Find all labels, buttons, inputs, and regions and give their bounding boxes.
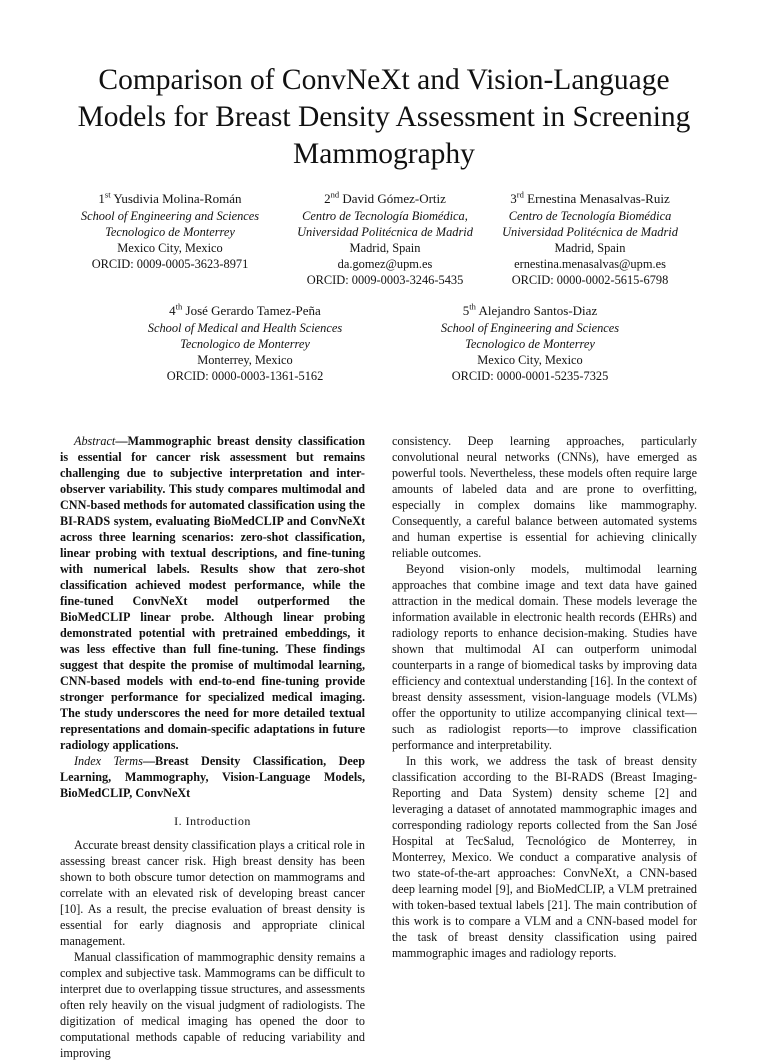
body-paragraph-left-2: Manual classification of mammographic density remains a complex and subjective task. Mammograms can be difficult to interpret due to overlapping tissue structures, and assessments often rely heavily on the visual judgment of radiologists. The digitization of medical imaging has opened the door to computational methods capable of reducing variability and improving [60,950,365,1060]
author-orcid-1: ORCID: 0009-0005-3623-8971 [91,257,249,271]
author-name-5: 5th Alejandro Santos-Diaz [462,301,598,318]
author-affiliation-1b: Tecnologico de Monterrey [105,225,235,239]
author-orcid-2: ORCID: 0009-0003-3246-5435 [306,273,464,287]
abstract-label: Abstract [74,434,116,448]
author-name-3: 3rd Ernestina Menasalvas-Ruiz [510,189,670,206]
index-terms-text: —Breast Density Classification, Deep Learning, Mammography, Vision-Language Models, BioMedCLIP, ConvNeXt [60,754,365,800]
paper-title [40,62,728,173]
author-affiliation-2b: Universidad Politécnica de Madrid [297,225,473,239]
author-name-1: 1st Yusdivia Molina-Román [98,189,242,206]
author-affiliation-3a: Centro de Tecnología Biomédica [508,209,672,223]
author-location-5: Mexico City, Mexico [477,353,583,367]
author-email-3: ernestina.menasalvas@upm.es [514,257,666,271]
author-block-3 [460,190,720,288]
abstract-text: —Mammographic breast density classification is essential for cancer risk assessment but remains challenging due to subjective interpretation and inter-observer variability. This study compares multimodal and CNN-based methods for automated classification using the BI-RADS system, evaluating BioMedCLIP and ConvNeXt across three learning scenarios: zero-shot classification, linear probing with textual descriptions, and fine-tuning with numerical labels. Results show that zero-shot classification achieved modest performance, while the fine-tuned ConvNeXt model outperformed the BioMedCLIP linear probe. Although linear probing demonstrated potential with pretrained embeddings, it was less effective than full fine-tuning. These findings suggest that despite the promise of multimodal learning, CNN-based models with end-to-end fine-tuning provide stronger performance for specialized medical imaging. The study underscores the need for more detailed textual representations and domain-specific adaptations in future radiology applications. [60,434,365,752]
title-line-3: Mammography [293,138,475,170]
author-affiliation-4b: Tecnologico de Monterrey [180,337,310,351]
index-terms-label: Index Terms [74,754,143,768]
right-column [392,433,697,961]
body-paragraph-right-1: consistency. Deep learning approaches, particularly convolutional neural networks (CNNs), have emerged as powerful tools. Nevertheless, these models often require large amounts of labeled data and are prone to overfitting, especially in complex domains like mammography. Consequently, a careful balance between automated systems and human expertise is essential for achieving clinically reliable outcomes. [392,434,697,560]
index-terms [60,753,365,801]
author-affiliation-4a: School of Medical and Health Sciences [147,321,343,335]
author-orcid-4: ORCID: 0000-0003-1361-5162 [166,369,324,383]
author-affiliation-5a: School of Engineering and Sciences [440,321,620,335]
author-orcid-5: ORCID: 0000-0001-5235-7325 [451,369,609,383]
author-affiliation-3b: Universidad Politécnica de Madrid [502,225,678,239]
abstract [60,433,365,753]
author-name-4: 4th José Gerardo Tamez-Peña [169,301,321,318]
body-paragraph-left-1: Accurate breast density classification plays a critical role in assessing breast cancer risk. High breast density has been shown to both obscure tumor detection on mammograms and correlate with an elevated risk of developing breast cancer [10]. As a result, the precise evaluation of breast density is essential for early diagnosis and appropriate clinical management. [60,838,365,948]
author-location-4: Monterrey, Mexico [197,353,293,367]
body-paragraph-right-3: In this work, we address the task of breast density classification according to the BI-RADS (Breast Imaging-Reporting and Data System) density scheme [2] and leveraging a dataset of annotated mammographic images and corresponding radiology reports collected from the San José Hospital at TecSalud, Tecnológico de Monterrey, in Monterrey, Mexico. We conduct a comparative analysis of two state-of-the-art approaches: ConvNeXt, a CNN-based deep learning model [9], and BioMedCLIP, a VLM pretrained with token-based textual labels [21]. The main contribution of this work is to compare a VLM and a CNN-based model for the task of breast density classification using paired mammographic images and radiology reports. [392,754,697,960]
title-line-2: Models for Breast Density Assessment in Screening [77,101,691,133]
author-affiliation-5b: Tecnologico de Monterrey [465,337,595,351]
author-block-4 [105,302,385,384]
author-email-2: da.gomez@upm.es [337,257,433,271]
section-heading-introduction: I. Introduction [174,814,251,828]
body-paragraph-right-2: Beyond vision-only models, multimodal learning approaches that combine image and text data have gained attraction in the medical domain. These models leverage the information available in electronic health records (EHRs) and radiology reports to enhance decision-making. Studies have shown that multimodal AI can outperform unimodal counterparts in a range of biomedical tasks by improving data efficiency and contextual understanding [16]. In the context of breast density assessment, vision-language models (VLMs) offer the opportunity to utilize accompanying clinical text—such as radiologist reports—to improve classification performance and interpretability. [392,562,697,752]
author-orcid-3: ORCID: 0000-0002-5615-6798 [511,273,669,287]
author-name-2: 2nd David Gómez-Ortiz [324,189,446,206]
author-location-3: Madrid, Spain [554,241,626,255]
author-location-2: Madrid, Spain [349,241,421,255]
author-block-5 [390,302,670,384]
title-line-1: Comparison of ConvNeXt and Vision-Language [98,64,670,96]
left-column [60,433,365,1061]
author-affiliation-1a: School of Engineering and Sciences [80,209,260,223]
author-location-1: Mexico City, Mexico [117,241,223,255]
author-affiliation-2a: Centro de Tecnología Biomédica, [302,209,468,223]
